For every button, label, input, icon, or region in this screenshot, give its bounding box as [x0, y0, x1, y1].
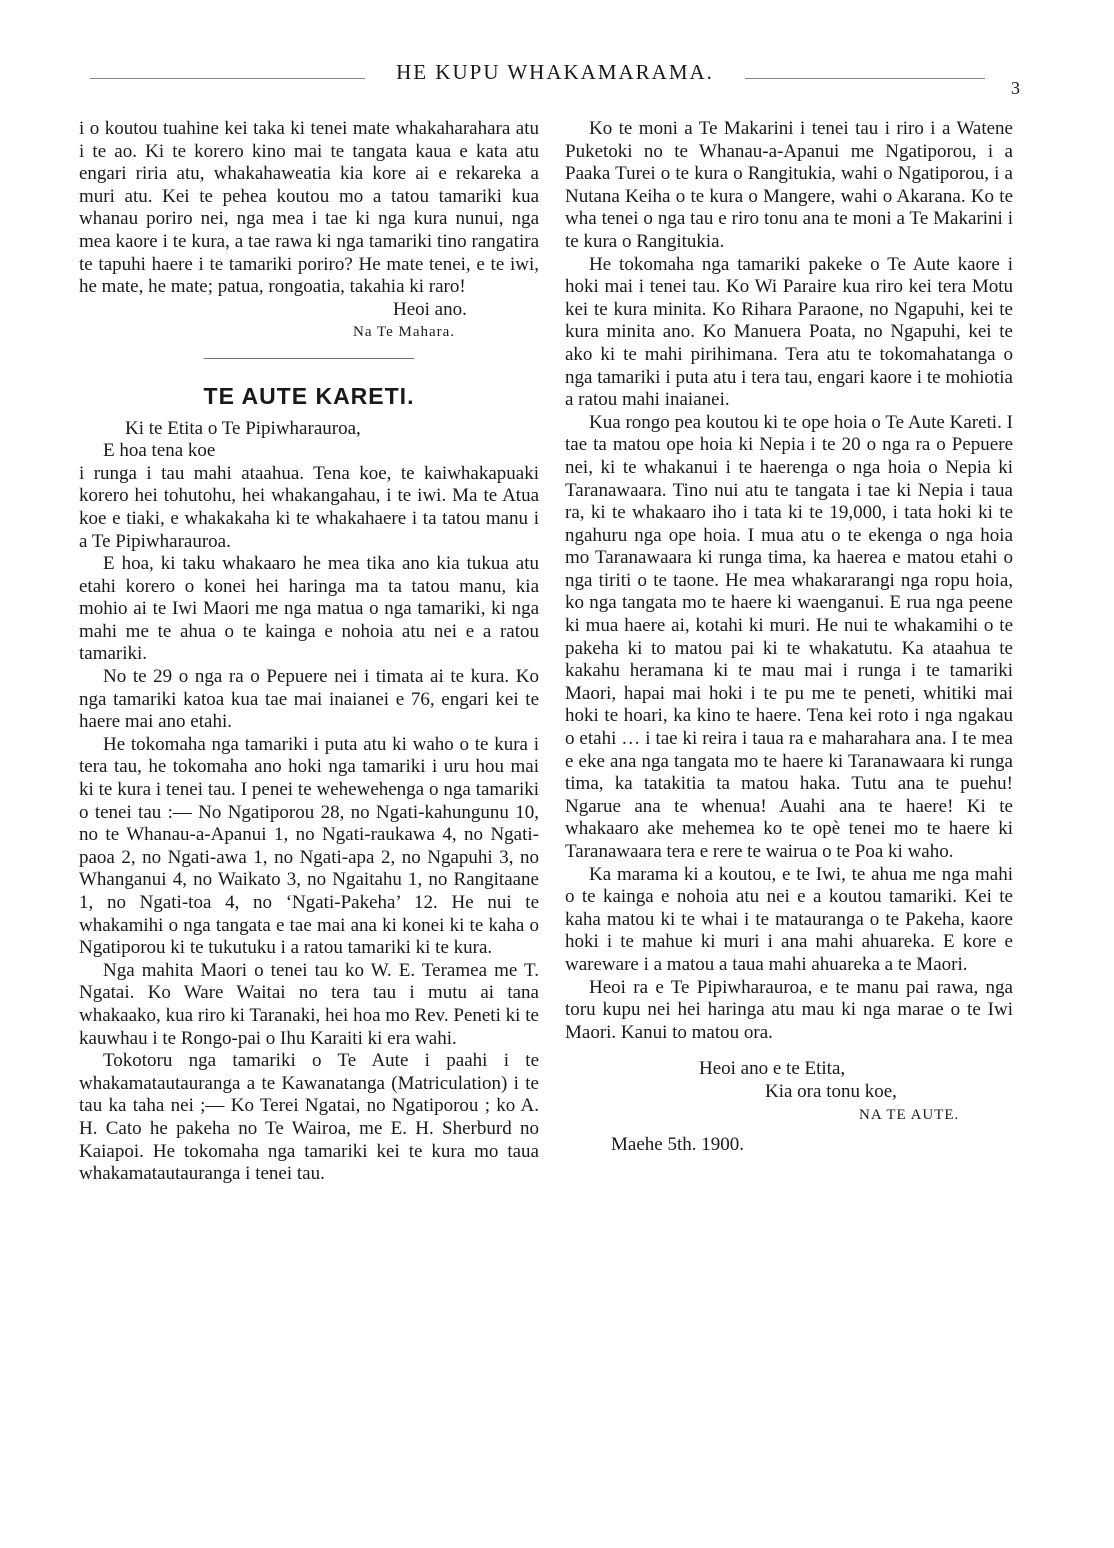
- signature-na-te-mahara: Na Te Mahara.: [353, 324, 456, 341]
- closing-line-2: Kia ora tonu koe,: [765, 1080, 897, 1102]
- running-title: HE KUPU WHAKAMARAMA.: [396, 60, 714, 84]
- paragraph: Nga mahita Maori o tenei tau ko W. E. Teramea me T. Ngatai. Ko Ware Waitai no tera tau i mutu ai tana whakaako, kua riro ki Taranaki, hei hoa mo Rev. Peneti ki te kauwhau i te Rongo-pai o Ihu Karaiti ki era wahi.: [79, 959, 539, 1049]
- paragraph: E hoa, ki taku whakaaro he mea tika ano kia tukua atu etahi korero o konei hei haringa ma ta tatou manu, kia mohio ai te Iwi Maori me nga matua o nga tamariki, ki nga mahi me te ahua o te kainga e nohoia atu nei e a ratou tamariki.: [79, 553, 539, 665]
- salutation: Ki te Etita o Te Pipiwharauroa,: [125, 417, 361, 439]
- paragraph: Kua rongo pea koutou ki te ope hoia o Te Aute Kareti. I tae ta matou ope hoia ki Nepia i te 20 o nga ra o Pepuere nei, ki te whakanui i te haerenga o nga hoia o Nepia ki Taranawaara. Tino nui atu te tangata i tae ki Nepia i taua ra, ki te whakaaro iho i tata ki te 19,000, i tata hoki ki te ngahuru nga ope hoia. I mua atu o te ekenga o nga hoia mo Taranawaara ki runga tima, ka haerea e matou etahi o nga tiriti o te taone. He mea whakararangi nga ropu hoia, ko nga tangata mo te haere ki waenganui. E rua nga peene ki mua haere ai, kotahi ki muri. He nui te whakamihi o te pakeha ki to matou pai ki te whakatutu. Ka ataahua te kakahu heramana ki te mau mai i runga i te tamariki Maori, hapai mai hoki i te pu me te peneti, whitiki mai hoki te hoari, ka kino te haere. Tena kei roto i nga ngakau o etahi … i tae ki reira i taua ra e maharahara ana. I te mea e eke ana nga tangata mo te haere ki Taranawaara ki runga tima, ka tatakitia ta matou haka. Tutu ana te puehu! Ngarue ana te whenua! Auahi ana te haere! Ki te whakaaro ake mehemea ko te opè tenei mo te haere ki Taranawaara tera e rere te wairua o te Poa ki waho.: [565, 411, 1013, 862]
- running-head: [90, 56, 1020, 96]
- greeting: E hoa tena koe: [103, 440, 216, 462]
- closing-line-1: Heoi ano e te Etita,: [699, 1058, 846, 1080]
- article-heading: TE AUTE KARETI.: [203, 382, 415, 409]
- paragraph: Tokotoru nga tamariki o Te Aute i paahi i te whakamatautauranga a te Kawanatanga (Matriculation) i te tau ka taha nei ;— Ko Terei Ngatai, no Ngatiporou ; ko A. H. Cato he pakeha no Te Wairoa, me E. H. Sherburd no Kaiapoi. He tokomaha nga tamariki kei te kura mo taua whakamatautauranga i tenei tau.: [79, 1050, 539, 1185]
- paragraph: i runga i tau mahi ataahua. Tena koe, te kaiwhakapuaki korero hei tohutohu, hei whakangahau, i te iwi. Ma te Atua koe e tiaki, e whakakaha ki te whakahaere i ta tatou manu i a Te Pipiwharauroa.: [79, 462, 539, 552]
- paragraph: No te 29 o nga ra o Pepuere nei i timata ai te kura. Ko nga tamariki katoa kua tae mai inaianei e 76, engari kei te haere mai ano etahi.: [79, 666, 539, 733]
- paragraph: Ka marama ki a koutou, e te Iwi, te ahua me nga mahi o te kainga e nohoia atu nei e a koutou tamariki. Kei te kaha matou ki te whai i te matauranga o te Pakeha, kaore hoki i te mahue ki muri i ana mahi ahuareka. E kore e wareware i a matou a taua mahi ahuareka a te Maori.: [565, 863, 1013, 975]
- letter-date: Maehe 5th. 1900.: [611, 1134, 744, 1156]
- paragraph: Heoi ra e Te Pipiwharauroa, e te manu pai rawa, nga toru kupu nei hei haringa atu mau ki nga marae o te Iwi Maori. Kanui to matou ora.: [565, 976, 1013, 1043]
- left-column: [79, 118, 539, 1186]
- continued-paragraph: i o koutou tuahine kei taka ki tenei mate whakaharahara atu i te ao. Ki te korero kino mai te tangata kaua e kata atu engari riria atu, whakahaweatia kia kore ai e rekareka a muri atu. Kei te pehea koutou mo a tatou tamariki kua whanau poriro nei, nga mea i tae ki nga kura nunui, nga mea kaore i te kura, a tae rawa ki nga tamariki tino rangatira te tapuhi haere i te tamariki poriro? He mate tenei, e te iwi, he mate, he mate; patua, rongoatia, takahia ki raro!: [79, 118, 539, 298]
- header-rule-right: [745, 78, 985, 79]
- right-column: [565, 118, 1013, 1157]
- paragraph: He tokomaha nga tamariki i puta atu ki waho o te kura i tera tau, he tokomaha ano hoki nga tamariki i uru hou mai ki te kura i tenei tau. I penei te wehewehenga o nga tamariki o tenei tau :— No Ngatiporou 28, no Ngati-kahungunu 10, no te Whanau-a-Apanui 1, no Ngati-raukawa 4, no Ngati-paoa 2, no Ngati-awa 1, no Ngati-apa 2, no Ngapuhi 3, no Whanganui 4, no Waikato 3, no Ngaitahu 1, no Rangitaane 1, no Ngati-toa 4, no ‘Ngati-Pakeha’ 12. He nui te whakamihi o nga tangata e tae mai ana ki konei ki te kaha o Ngatiporou ki te tukutuku i a ratou tamariki ki te kura.: [79, 733, 539, 959]
- page-number: 3: [1011, 78, 1020, 98]
- section-divider: [204, 358, 414, 359]
- paragraph: Ko te moni a Te Makarini i tenei tau i riro i a Watene Puketoki no te Whanau-a-Apanui me Ngatiporou, i a Paaka Turei o te kura o Rangitukia, wahi o Ngatiporou, i a Nutana Keiha o te kura o Mangere, wahi o Akarana. Ko te wha tenei o nga tau e riro tonu ana te moni a Te Makarini i te kura o Rangitukia.: [565, 118, 1013, 252]
- signature-na-te-aute: NA TE AUTE.: [859, 1106, 960, 1123]
- sign-off: Heoi ano.: [393, 298, 467, 320]
- paragraph: He tokomaha nga tamariki pakeke o Te Aute kaore i hoki mai i tenei tau. Ko Wi Paraire kua riro kei tera Motu kei te kura minita. Ko Rihara Paraone, no Ngapuhi, kei te kura minita ano. Ko Manuera Poata, no Ngapuhi, kei te ako ki te mahi pirihimana. Tera atu te tokomahatanga o nga tamariki i puta atu i tera tau, engari kaore i te mohiotia a ratou mahi inaianei.: [565, 253, 1013, 411]
